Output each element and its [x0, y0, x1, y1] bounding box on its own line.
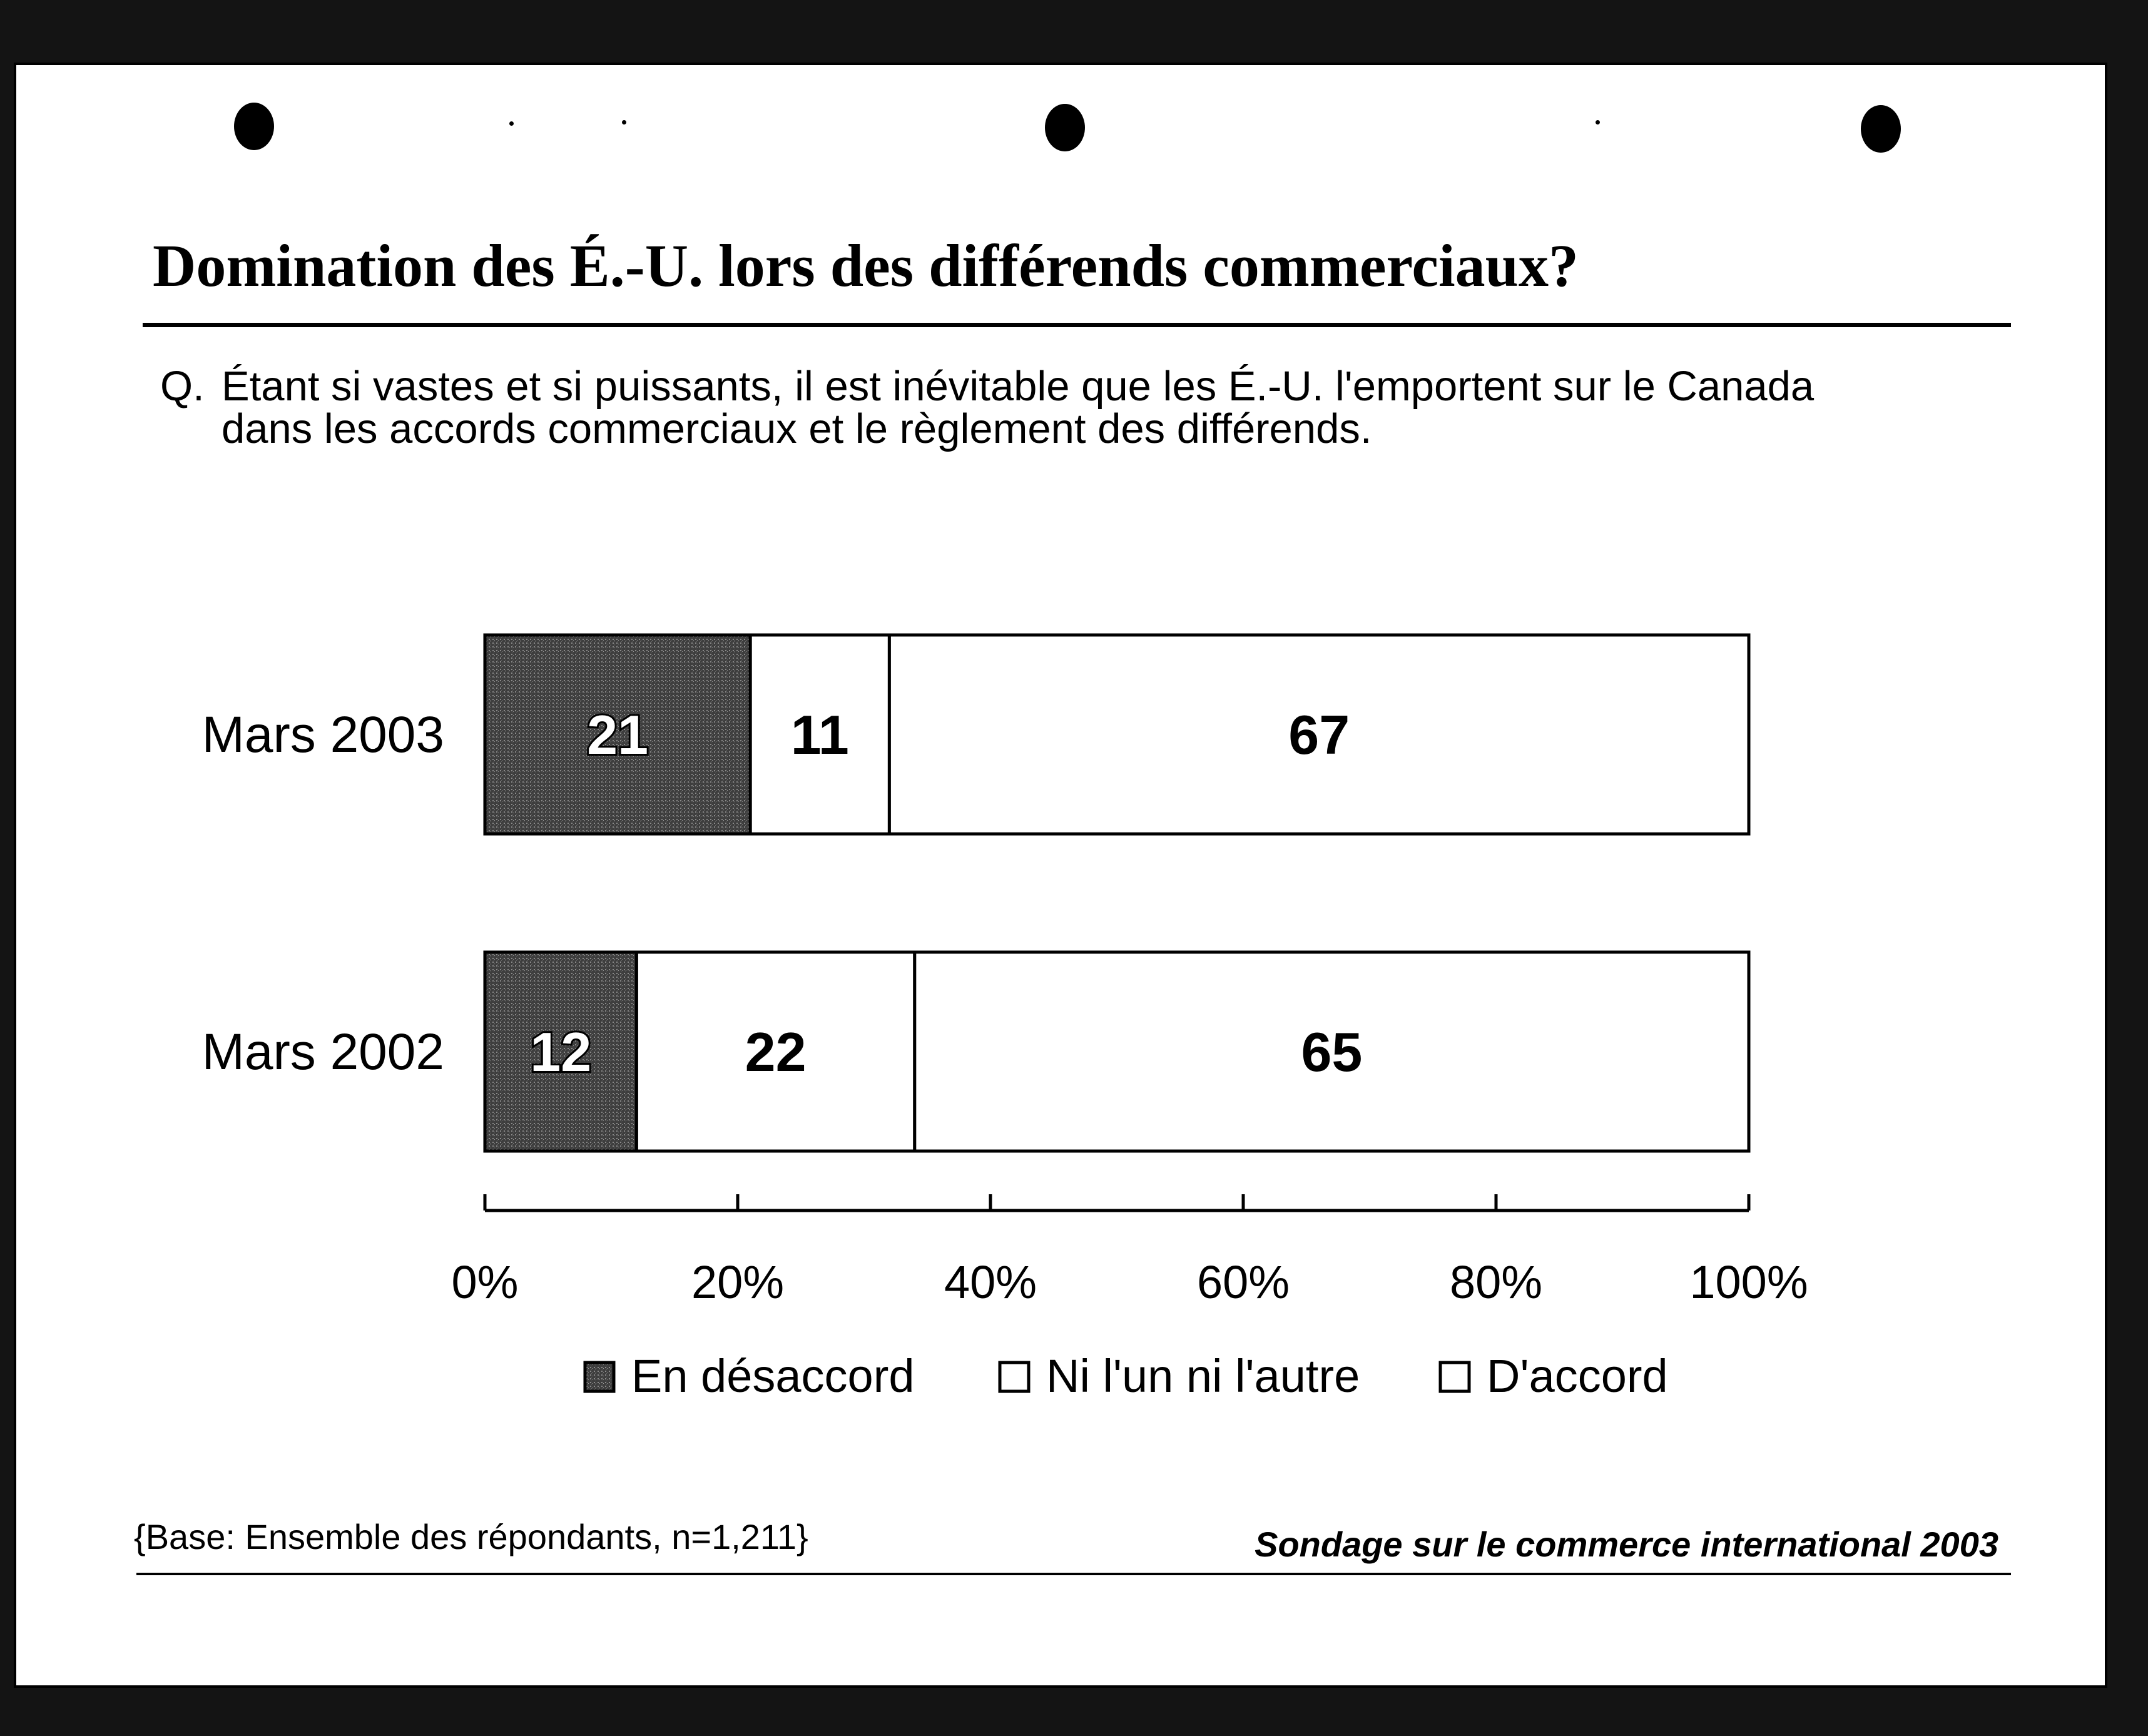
legend-swatch: [1000, 1363, 1029, 1391]
data-label: 22: [745, 1021, 807, 1083]
legend-label: En désaccord: [631, 1350, 915, 1402]
x-tick-label: 40%: [944, 1256, 1037, 1308]
x-tick-label: 0%: [451, 1256, 519, 1308]
category-label: Mars 2003: [201, 706, 444, 763]
legend-label: Ni l'un ni l'autre: [1046, 1350, 1360, 1402]
legend-swatch: [1440, 1363, 1469, 1391]
question-prefix: Q.: [160, 363, 205, 410]
legend-label: D'accord: [1487, 1350, 1668, 1402]
data-label: 21: [587, 704, 649, 766]
source-note: Sondage sur le commerce international 2003: [1255, 1525, 1998, 1564]
x-tick-label: 80%: [1449, 1256, 1543, 1308]
x-tick-label: 20%: [691, 1256, 785, 1308]
data-label: 12: [530, 1021, 592, 1083]
data-label: 11: [790, 704, 849, 766]
data-label: 65: [1301, 1021, 1363, 1083]
legend-swatch: [585, 1363, 614, 1391]
question-text: Étant si vastes et si puissants, il est inévitable que les É.-U. l'emportent sur le Canada dans les accords commerciaux et le règlement des différends.: [221, 363, 1815, 452]
data-label: 67: [1288, 704, 1350, 766]
chart-title: Domination des É.-U. lors des différends commerciaux?: [153, 232, 1579, 299]
x-tick-label: 60%: [1196, 1256, 1290, 1308]
category-label: Mars 2002: [201, 1023, 444, 1080]
base-note: {Base: Ensemble des répondants, n=1,211}: [134, 1517, 808, 1556]
x-tick-label: 100%: [1689, 1256, 1808, 1308]
